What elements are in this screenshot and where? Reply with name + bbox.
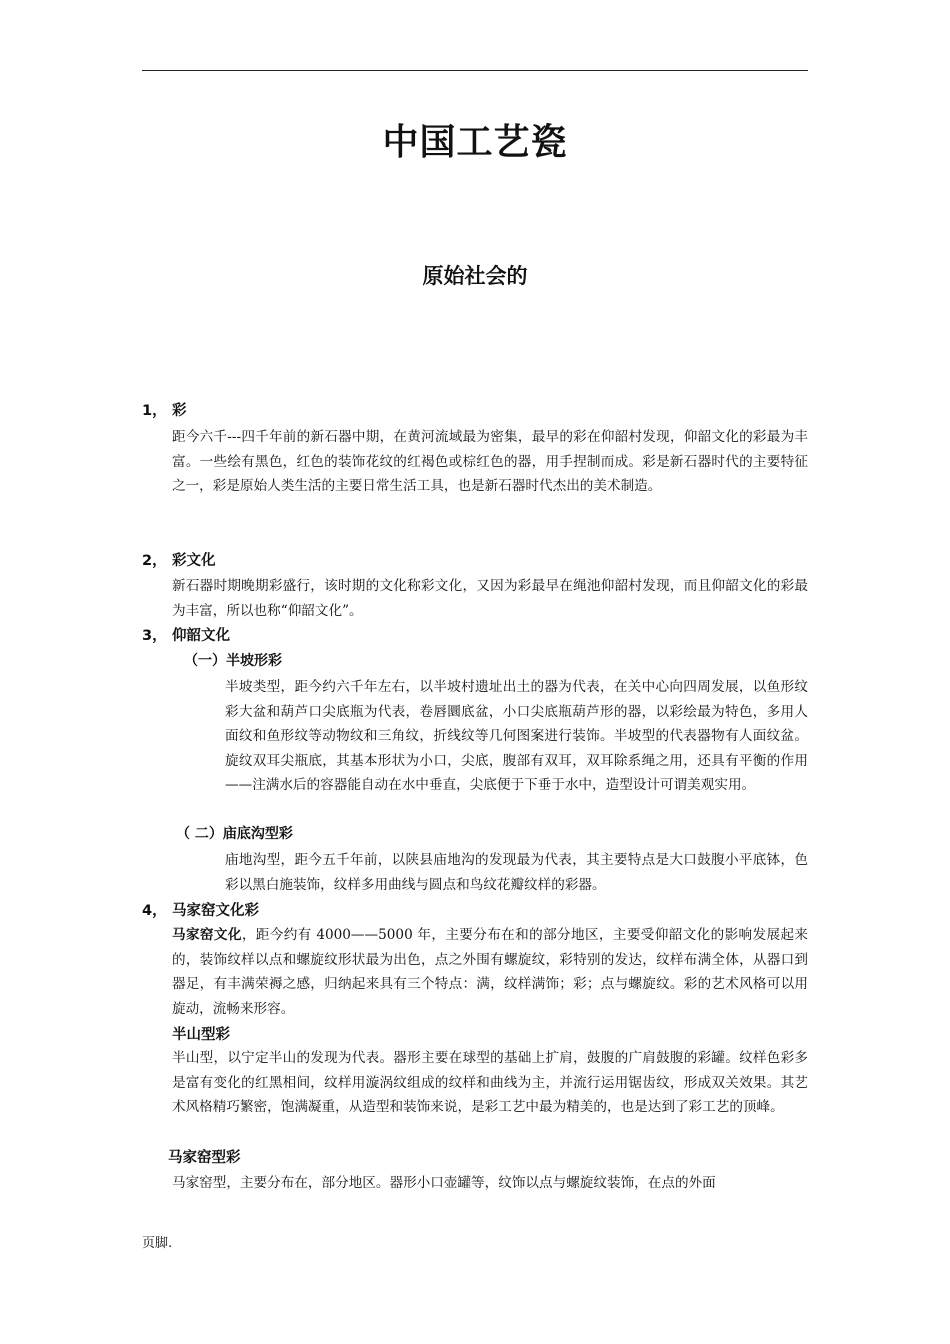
section-title: 彩 [172, 403, 187, 419]
section-4-lead: 马家窑文化 [172, 927, 242, 943]
section-number: 1， [142, 403, 167, 419]
section-4-sub-2-text: 马家窑型，主要分布在，部分地区。器形小口壶罐等，纹饰以点与螺旋纹装饰，在点的外面 [172, 1175, 716, 1191]
section-2-text: 新石器时期晚期彩盛行，该时期的文化称彩文化，又因为彩最早在绳池仰韶村发现，而且仰韶文化的彩最为丰富，所以也称“仰韶文化”。 [172, 578, 808, 619]
section-4-sub-1-heading: 半山型彩 [172, 1027, 230, 1043]
section-2-heading [142, 549, 216, 573]
section-title: 彩文化 [172, 553, 216, 569]
section-3-heading [142, 624, 230, 648]
section-3-sub-1-text: 半坡类型，距今约六千年左右，以半坡村遗址出土的器为代表，在关中心向四周发展，以鱼形纹彩大盆和葫芦口尖底瓶为代表，卷唇圜底盆，小口尖底瓶葫芦形的器，以彩绘最为特色，多用人面纹和鱼形纹等动物纹和三角纹，折线纹等几何图案进行装饰。半坡型的代表器物有人面纹盆。旋纹双耳尖瓶底，其基本形状为小口，尖底，腹部有双耳，双耳除系绳之用，还具有平衡的作用——注满水后的容器能自动在水中垂直，尖底便于下垂于水中，造型设计可谓美观实用。 [225, 679, 808, 793]
section-4-sub-2-heading: 马家窑型彩 [168, 1150, 241, 1166]
section-number: 4， [142, 903, 167, 919]
section-3-sub-2-text: 庙地沟型，距今五千年前，以陕县庙地沟的发现最为代表，其主要特点是大口鼓腹小平底钵，色彩以黑白施装饰，纹样多用曲线与圆点和鸟纹花瓣纹样的彩器。 [225, 852, 808, 893]
document-title: 中国工艺瓷 [382, 122, 568, 163]
header-rule [142, 70, 808, 71]
section-4-body: ，距今约有 4000——5000 年，主要分布在和的部分地区，主要受仰韶文化的影响发展起来的，装饰纹样以点和螺旋纹形状最为出色，点之外围有螺旋纹，彩特别的发达，纹样布满全体，从器口到器足，有丰满荣褥之感，归纳起来具有三个特点：满，纹样满饰；彩；点与螺旋纹。彩的艺术风格可以用旋动，流畅来形容。 [172, 927, 808, 1017]
section-3-sub-1-heading: （一）半坡形彩 [184, 653, 282, 669]
section-3-sub-2-heading: （ 二）庙底沟型彩 [176, 826, 293, 842]
section-number: 3， [142, 628, 167, 644]
section-1-heading [142, 399, 187, 423]
section-4-text [172, 923, 808, 1021]
section-title: 仰韶文化 [172, 628, 230, 644]
section-title: 马家窑文化彩 [172, 903, 259, 919]
section-number: 2， [142, 553, 167, 569]
section-1-text: 距今六千---四千年前的新石器中期，在黄河流域最为密集，最早的彩在仰韶村发现，仰韶文化的彩最为丰富。一些绘有黑色，红色的装饰花纹的红褐色或棕红色的器，用手捏制而成。彩是新石器时代的主要特征之一，彩是原始人类生活的主要日常生活工具，也是新石器时代杰出的美术制造。 [172, 429, 808, 494]
section-4-sub-1-text: 半山型，以宁定半山的发现为代表。器形主要在球型的基础上扩肩，鼓腹的广肩鼓腹的彩罐。纹样色彩多是富有变化的红黑相间，纹样用漩涡纹组成的纹样和曲线为主，并流行运用锯齿纹，形成双关效果。其艺术风格精巧繁密，饱满凝重，从造型和装饰来说，是彩工艺中最为精美的，也是达到了彩工艺的顶峰。 [172, 1050, 808, 1115]
page-footer: 页脚. [142, 1236, 173, 1251]
section-4-heading [142, 899, 259, 923]
document-subtitle: 原始社会的 [422, 264, 528, 288]
